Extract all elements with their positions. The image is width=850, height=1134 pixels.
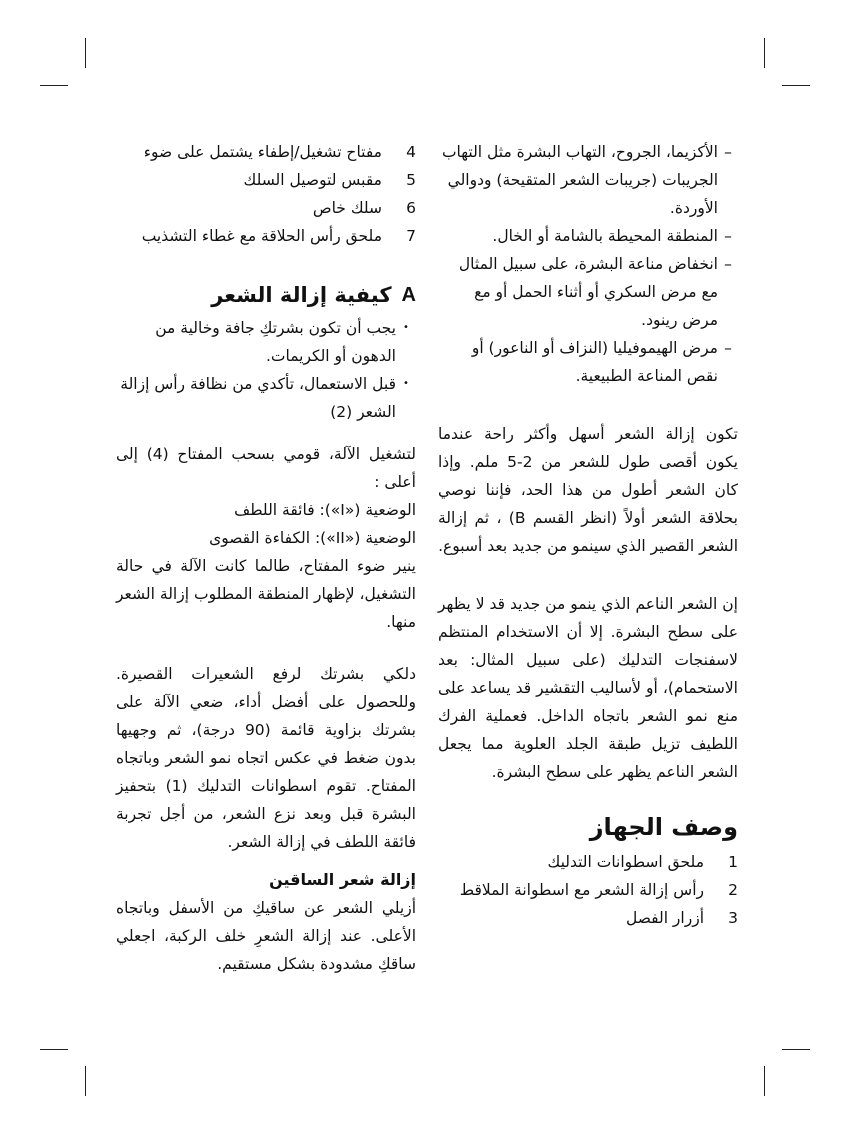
list-item-text: مرض الهيموفيليا (النزاف أو الناعور) أو نقص المناعة الطبيعية. <box>471 339 718 385</box>
crop-mark-bottom-right <box>764 1066 765 1096</box>
item-number: 6 <box>406 199 416 217</box>
item-label: أزرار الفصل <box>625 909 704 927</box>
item-number: 2 <box>728 881 738 899</box>
bullet-marker: • <box>403 378 409 389</box>
list-item <box>438 250 738 334</box>
item-label: مفتاح تشغيل/إطفاء يشتمل على ضوء <box>143 143 382 161</box>
bullet-text: قبل الاستعمال، تأكدي من نظافة رأس إزالة الشعر (2) <box>120 375 396 421</box>
item-label: ملحق رأس الحلاقة مع غطاء التشذيب <box>141 227 382 245</box>
operate-intro: لتشغيل الآلة، قومي بسحب المفتاح (4) إلى أعلى : <box>116 445 416 491</box>
crop-mark-bottom-right-h <box>782 1049 810 1050</box>
ingrown-hair-paragraph: إن الشعر الناعم الذي ينمو من جديد قد لا يظهر على سطح البشرة. إلا أن الاستخدام المنتظم لاسفنجات التدليك (على سبيل المثال: بعد الاستحمام)، أو لأساليب التقشير قد يساعد على منع نمو الشعر باتجاه الداخل. فعملية الفرك اللطيف تزيل طبقة الجلد العلوية مما يجعل الشعر الناعم يظهر على سطح البشرة. <box>438 595 738 781</box>
item-number: 1 <box>728 853 738 871</box>
item-number: 5 <box>406 171 416 189</box>
list-item <box>438 904 738 932</box>
crop-mark-top-right <box>764 38 765 68</box>
technique-paragraph: دلكي بشرتك لرفع الشعيرات القصيرة. وللحصول على أفضل أداء، ضعي الآلة على بشرتك بزاوية قائمة (90 درجة)، ثم وجهيها بدون ضغط في عكس اتجاه نمو الشعر وباتجاه المفتاح. تقوم اسطوانات التدليك (1) بتحفيز البشرة قبل وبعد نزع الشعر، من أجل تجربة فائقة اللطف في إزالة الشعر. <box>116 665 416 851</box>
list-item <box>438 138 738 222</box>
list-item <box>438 848 738 876</box>
item-label: ملحق اسطوانات التدليك <box>547 853 704 871</box>
crop-mark-bottom-left-h <box>40 1049 68 1050</box>
legs-heading: إزالة شعر الساقين <box>269 870 416 889</box>
crop-mark-top-left-h <box>40 85 68 86</box>
section-title: كيفية إزالة الشعر <box>211 283 392 307</box>
item-number: 4 <box>406 143 416 161</box>
legs-paragraph: أزيلي الشعر عن ساقيكِ من الأسفل وباتجاه الأعلى. عند إزالة الشعرِ خلف الركبة، اجعلي ساقكِ مشدودة بشكل مستقيم. <box>116 899 416 973</box>
section-letter: A <box>401 284 416 306</box>
item-label: رأس إزالة الشعر مع اسطوانة الملاقط <box>459 881 704 899</box>
crop-mark-bottom-left <box>85 1066 86 1096</box>
left-column <box>116 138 416 978</box>
right-column <box>438 138 738 932</box>
position-2: الوضعية («II»): الكفاءة القصوى <box>209 529 416 547</box>
list-item <box>116 370 416 426</box>
dash-marker: – <box>724 255 732 273</box>
bullet-text: يجب أن تكون بشرتكِ جافة وخالية من الدهون أو الكريمات. <box>155 319 396 365</box>
dash-marker: – <box>724 227 732 245</box>
hair-length-paragraph: تكون إزالة الشعر أسهل وأكثر راحة عندما يكون أقصى طول للشعر من 2-5 ملم. وإذا كان الشعر أطول من هذا الحد، فإننا نوصي بحلاقة الشعر أولاً (انظر القسم B) ، ثم إزالة الشعر القصير الذي سينمو من جديد بعد أسبوع. <box>438 425 738 555</box>
list-item-text: المنطقة المحيطة بالشامة أو الخال. <box>492 227 718 245</box>
list-item <box>438 222 738 250</box>
position-1: الوضعية («I»): فائقة اللطف <box>234 501 416 519</box>
item-label: سلك خاص <box>312 199 382 217</box>
item-label: مقبس لتوصيل السلك <box>243 171 382 189</box>
device-parts-list-continued <box>116 138 416 250</box>
device-description-heading: وصف الجهاز <box>589 813 738 841</box>
list-item <box>116 314 416 370</box>
light-note: ينير ضوء المفتاح، طالما كانت الآلة في حالة التشغيل، لإظهار المنطقة المطلوب إزالة الشعر منها. <box>116 557 416 631</box>
conditions-list <box>438 138 738 390</box>
list-item <box>116 194 416 222</box>
item-number: 3 <box>728 909 738 927</box>
list-item-text: الأكزيما، الجروح، التهاب البشرة مثل التهاب الجريبات (جريبات الشعر المتقيحة) ودوالي الأوردة. <box>441 143 718 217</box>
device-parts-list <box>438 848 738 932</box>
dash-marker: – <box>724 143 732 161</box>
list-item <box>116 138 416 166</box>
section-a-heading <box>116 280 416 310</box>
list-item <box>116 166 416 194</box>
crop-mark-top-right-h <box>782 85 810 86</box>
list-item <box>438 876 738 904</box>
bullet-marker: • <box>403 322 409 333</box>
list-item <box>116 222 416 250</box>
dash-marker: – <box>724 339 732 357</box>
crop-mark-top-left <box>85 38 86 68</box>
preparation-bullets <box>116 314 416 426</box>
list-item <box>438 334 738 390</box>
item-number: 7 <box>406 227 416 245</box>
list-item-text: انخفاض مناعة البشرة، على سبيل المثال مع مرض السكري أو أثناء الحمل أو مع مرض رينود. <box>458 255 718 329</box>
